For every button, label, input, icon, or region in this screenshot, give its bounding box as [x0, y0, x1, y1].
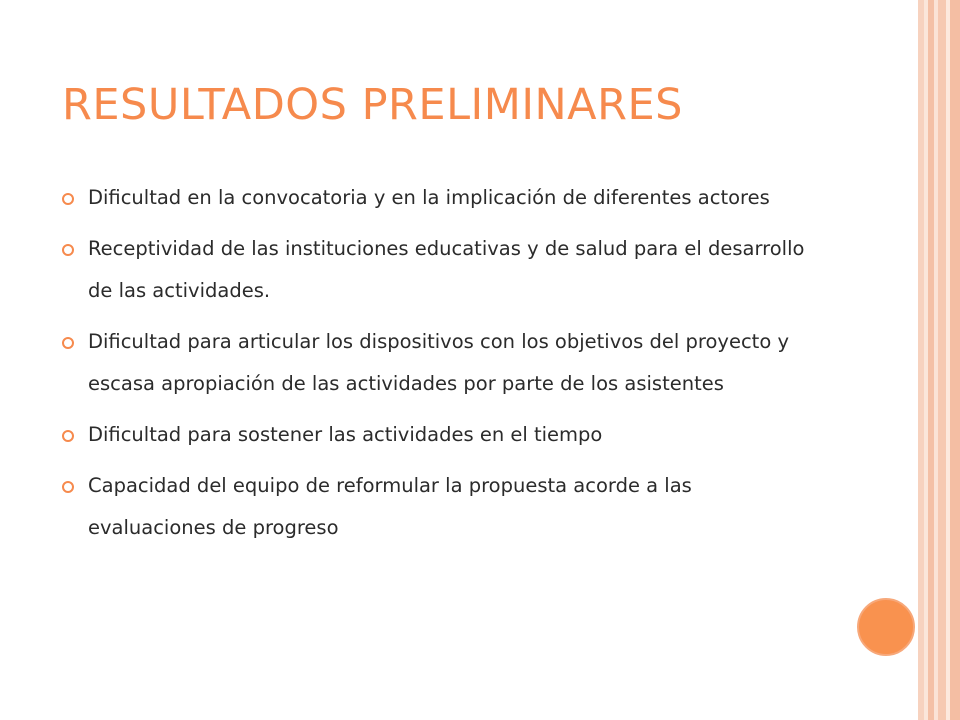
bullet-item — [62, 465, 822, 549]
bullet-item — [62, 414, 822, 456]
decorative-stripe — [950, 0, 960, 720]
bullet-text: Dificultad para articular los dispositivos con los objetivos del proyecto y escasa apropiación de las actividades por parte de los asistentes — [88, 330, 790, 395]
bullet-list — [62, 177, 822, 558]
ring-bullet-icon — [62, 430, 74, 442]
bullet-item — [62, 321, 822, 405]
slide-title: RESULTADOS PRELIMINARES — [62, 80, 683, 130]
ring-bullet-icon — [62, 193, 74, 205]
orange-circle-decoration — [857, 598, 915, 656]
bullet-text: Dificultad en la convocatoria y en la implicación de diferentes actores — [88, 186, 770, 209]
bullet-text: Receptividad de las instituciones educativas y de salud para el desarrollo de las actividades. — [88, 237, 805, 302]
ring-bullet-icon — [62, 244, 74, 256]
bullet-text: Capacidad del equipo de reformular la propuesta acorde a las evaluaciones de progreso — [88, 474, 692, 539]
bullet-item — [62, 228, 822, 312]
bullet-item — [62, 177, 822, 219]
ring-bullet-icon — [62, 481, 74, 493]
decorative-stripe — [938, 0, 946, 720]
ring-bullet-icon — [62, 337, 74, 349]
bullet-text: Dificultad para sostener las actividades en el tiempo — [88, 423, 603, 446]
